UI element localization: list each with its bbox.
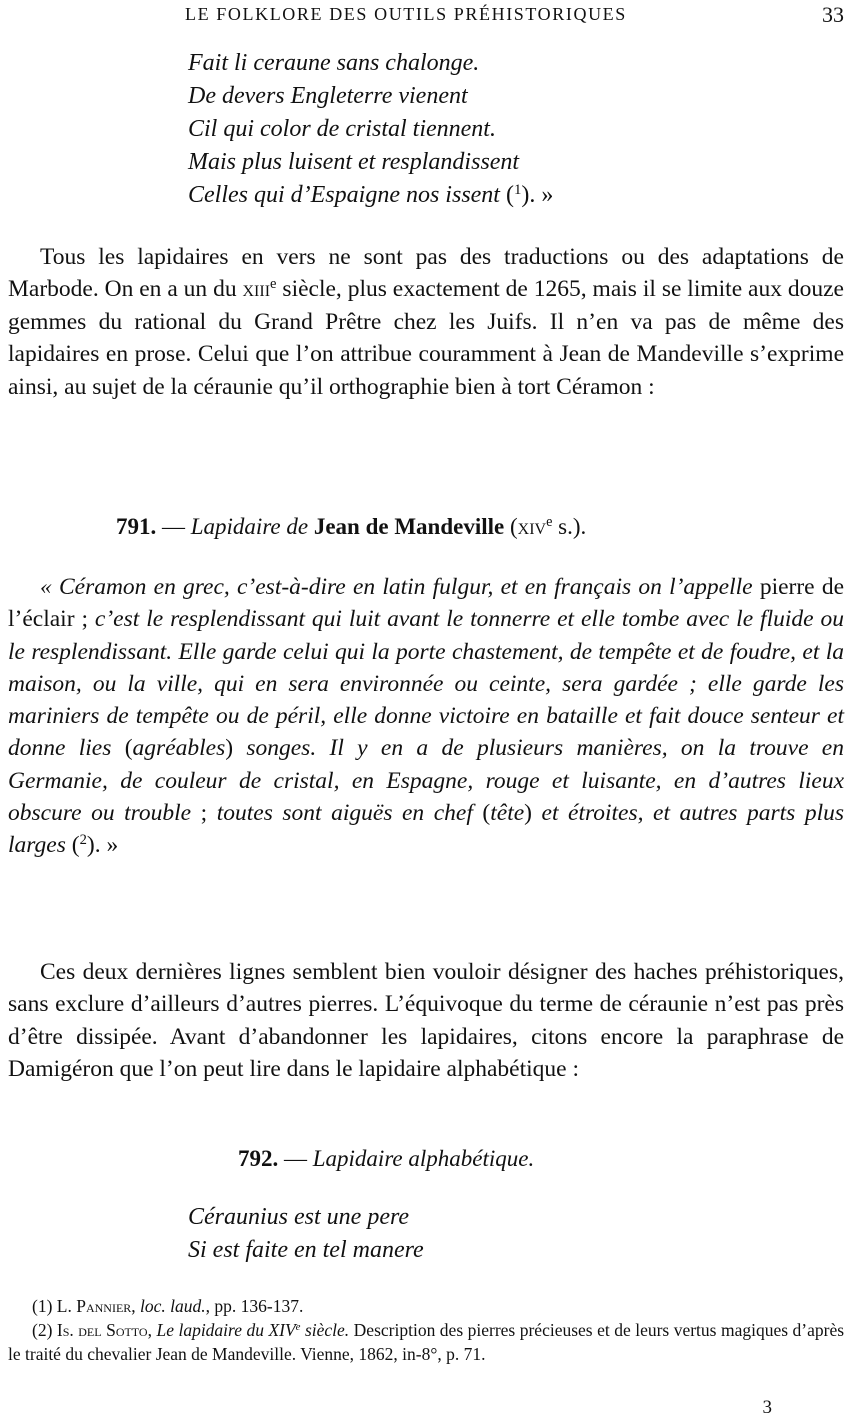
- quote-mandeville: « Céramon en grec, c’est-à-dire en latin fulgur, et en français on l’appelle pierre de l’éclair ; c’est le resplendissant qui luit avant le tonnerre et elle tombe avec le fluide ou le resplendissant. Elle garde celui qui la porte chastement, de tempête et de foudre, et la maison, ou la ville, qui en sera environnée ou ceinte, sera gardée ; elle garde les mariniers de tempête ou de péril, elle donne victoire en bataille et fait douce senteur et donne lies (agréables) songes. Il y en a de plusieurs manières, on la trouve en Germanie, de couleur de cristal, en Espagne, rouge et luisante, en d’autres lieux obscure ou trouble ; toutes sont aiguës en chef (tête) et étroites, et autres parts plus larges ($^2$). »: [8, 574, 844, 859]
- entry-heading-792: [238, 1146, 534, 1172]
- footnote-author: L. Pannier: [56, 1296, 132, 1316]
- footnote-ref: 2: [79, 832, 87, 849]
- quote-close: . »: [529, 182, 554, 208]
- quote-roman: ): [524, 800, 532, 827]
- footnote-ref-text: loc. laud.: [140, 1296, 206, 1316]
- footnote-author: Is. del Sotto: [56, 1320, 148, 1340]
- quote-text: et étroites, et autres parts plus larges: [8, 800, 844, 859]
- footnote-mark: (2): [32, 1320, 53, 1340]
- paragraph-text: Tous les lapidaires en vers ne sont pas des traductions ou des adaptations de Marbode. On en a un du: [8, 244, 844, 303]
- quote-roman: pierre de l’éclair ;: [8, 574, 844, 633]
- footnote-1: [8, 1294, 844, 1318]
- entry-number: 791.: [116, 514, 157, 539]
- paragraph-text: siècle, plus exactement de 1265, mais il se limite aux douze gemmes du rational du Grand Prêtre chez les Juifs. Il n’en va pas de même des lapidaires en prose. Celui que l’on attribue couramment à Jean de Mandeville s’exprime ainsi, au sujet de la céraunie qu’il orthographie bien à tort Céramon :: [8, 276, 844, 400]
- entry-dash: —: [156, 514, 191, 539]
- verse-line: Céraunius est une pere: [188, 1204, 410, 1230]
- quote-roman: ;: [200, 800, 208, 827]
- footnote-title: Le lapidaire du XIV: [156, 1320, 296, 1340]
- footnote-rest: , pp. 136-137.: [205, 1296, 304, 1316]
- running-title: LE FOLKLORE DES OUTILS PRÉHISTORIQUES: [185, 4, 627, 24]
- footnote-sep: ,: [131, 1296, 141, 1316]
- quote-roman: (: [482, 800, 491, 827]
- entry-work: Lapidaire de: [190, 514, 314, 539]
- sheet-number: 3: [762, 1397, 772, 1418]
- verse-line: Cil qui color de cristal tiennent.: [188, 116, 496, 142]
- quote-text: agréables: [132, 735, 226, 762]
- verse-text: Celles qui d’Espaigne nos issent: [188, 182, 500, 208]
- running-head: [0, 2, 860, 28]
- entry-paren: (: [504, 514, 518, 539]
- footnote-rest: Description des pierres précieuses et de leurs vertus magiques d’après le traité du chevalier Jean de Mandeville. Vienne, 1862, in-8°, p. 71.: [8, 1320, 845, 1364]
- verse-line: Mais plus luisent et resplandissent: [188, 149, 520, 175]
- century-numeral: xiii: [242, 276, 271, 303]
- quote-roman: ): [225, 735, 234, 762]
- entry-work: Lapidaire alphabétique.: [312, 1146, 535, 1171]
- quote-text: c’est le resplendissant qui luit avant le tonnerre et elle tombe avec le fluide ou le resplendissant. Elle garde celui qui la porte chastement, de tempête et de foudre, et la maison, ou la ville, qui en sera environnée ou ceinte, sera gardée ; elle garde les mariniers de tempête ou de péril, elle donne victoire en bataille et fait douce senteur et donne lies: [8, 606, 844, 762]
- footnote-2: [8, 1318, 844, 1366]
- verse-line-last: Celles qui d’Espaigne nos issent ($^1$). »: [188, 181, 554, 208]
- paragraph-lapidaires: [8, 241, 844, 403]
- page-number: 33: [822, 2, 844, 27]
- entry-dash: —: [278, 1146, 313, 1171]
- quote-text: tête: [490, 800, 525, 827]
- quote-text: « Céramon en grec, c’est-à-dire en latin fulgur, et en français on l’appelle: [40, 574, 760, 600]
- entry-century-sup: e: [546, 514, 553, 531]
- footnote-mark: (1): [32, 1296, 53, 1316]
- entry-author: Jean de Mandeville: [313, 514, 505, 539]
- verse-line: De devers Engleterre vienent: [188, 83, 468, 109]
- footnote-title-sup: e: [295, 1321, 301, 1334]
- verse-line: Fait li ceraune sans chalonge.: [188, 50, 480, 76]
- entry-number: 792.: [238, 1146, 279, 1171]
- entry-century: xiv: [517, 514, 547, 539]
- paragraph-haches: Ces deux dernières lignes semblent bien vouloir désigner des haches préhistoriques, sans exclure d’ailleurs d’autres pierres. L’équivoque du terme de céraunie n’est pas près d’être dissipée. Avant d’abandonner les lapidaires, citons encore la paraphrase de Damigéron que l’on peut lire dans le lapidaire alphabétique :: [8, 959, 844, 1083]
- footnote-sep: ,: [147, 1320, 157, 1340]
- quote-roman: (: [124, 735, 133, 762]
- verse-line: Si est faite en tel manere: [188, 1237, 424, 1263]
- footnotes: [8, 1294, 844, 1366]
- quote-text: toutes sont aiguës en chef: [207, 800, 483, 827]
- footnote-ref: 1: [513, 181, 522, 198]
- century-sup: e: [270, 276, 277, 293]
- quote-close: . »: [94, 832, 119, 859]
- entry-rest: s.).: [552, 514, 587, 539]
- entry-heading-791: [116, 514, 586, 540]
- quote-text: songes. Il y en a de plusieurs manières, on la trouve en Germanie, de couleur de cristal, en Espagne, rouge et luisante, en d’autres lieux obscure ou trouble: [8, 735, 844, 827]
- footnote-title: siècle.: [300, 1320, 350, 1340]
